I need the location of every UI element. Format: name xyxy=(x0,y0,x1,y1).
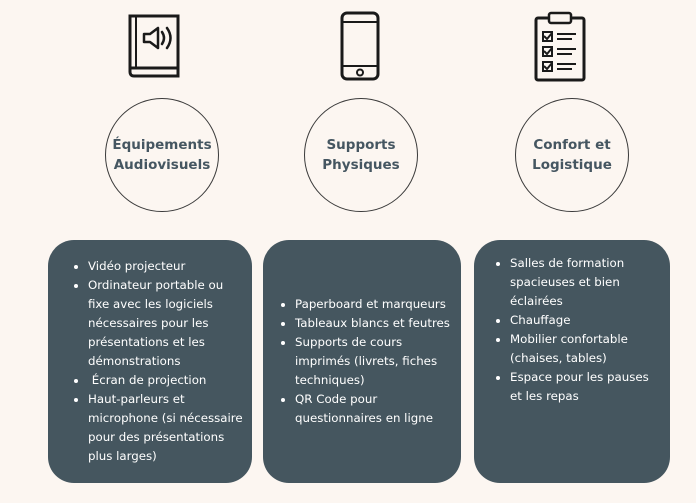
list-item: • Vidéo projecteur xyxy=(88,257,244,276)
list-item: • Ordinateur portable ou fixe avec les logiciels nécessaires pour les présentations et les démonstrations xyxy=(88,276,244,371)
equipements-list xyxy=(48,257,252,466)
column-title: Confort et Logistique xyxy=(532,137,612,173)
clipboard-checklist-icon xyxy=(532,10,588,88)
list-item: • Salles de formation spacieuses et bien éclairées xyxy=(510,254,662,311)
confort-circle xyxy=(515,98,629,212)
smartphone-icon xyxy=(338,10,382,86)
list-item: • Mobilier confortable (chaises, tables) xyxy=(510,330,662,368)
list-item: • Paperboard et marqueurs xyxy=(295,295,453,314)
equipements-card xyxy=(48,240,252,483)
list-item: • Haut-parleurs et microphone (si nécessaire pour des présentations plus larges) xyxy=(88,390,244,466)
confort-list xyxy=(474,254,670,406)
list-item: • Supports de cours imprimés (livrets, fiches techniques) xyxy=(295,333,453,390)
supports-circle xyxy=(304,98,418,212)
list-item: • Chauffage xyxy=(510,311,662,330)
list-item: • Écran de projection xyxy=(88,371,244,390)
list-item: • QR Code pour questionnaires en ligne xyxy=(295,390,453,428)
column-title: Équipements Audiovisuels xyxy=(112,137,212,173)
supports-card xyxy=(263,240,461,483)
supports-list xyxy=(263,295,461,428)
audiobook-icon xyxy=(124,10,188,86)
list-item: • Tableaux blancs et feutres xyxy=(295,314,453,333)
column-title: Supports Physiques xyxy=(322,137,400,173)
equipements-circle xyxy=(105,98,219,212)
list-item: • Espace pour les pauses et les repas xyxy=(510,368,662,406)
confort-card xyxy=(474,240,670,483)
